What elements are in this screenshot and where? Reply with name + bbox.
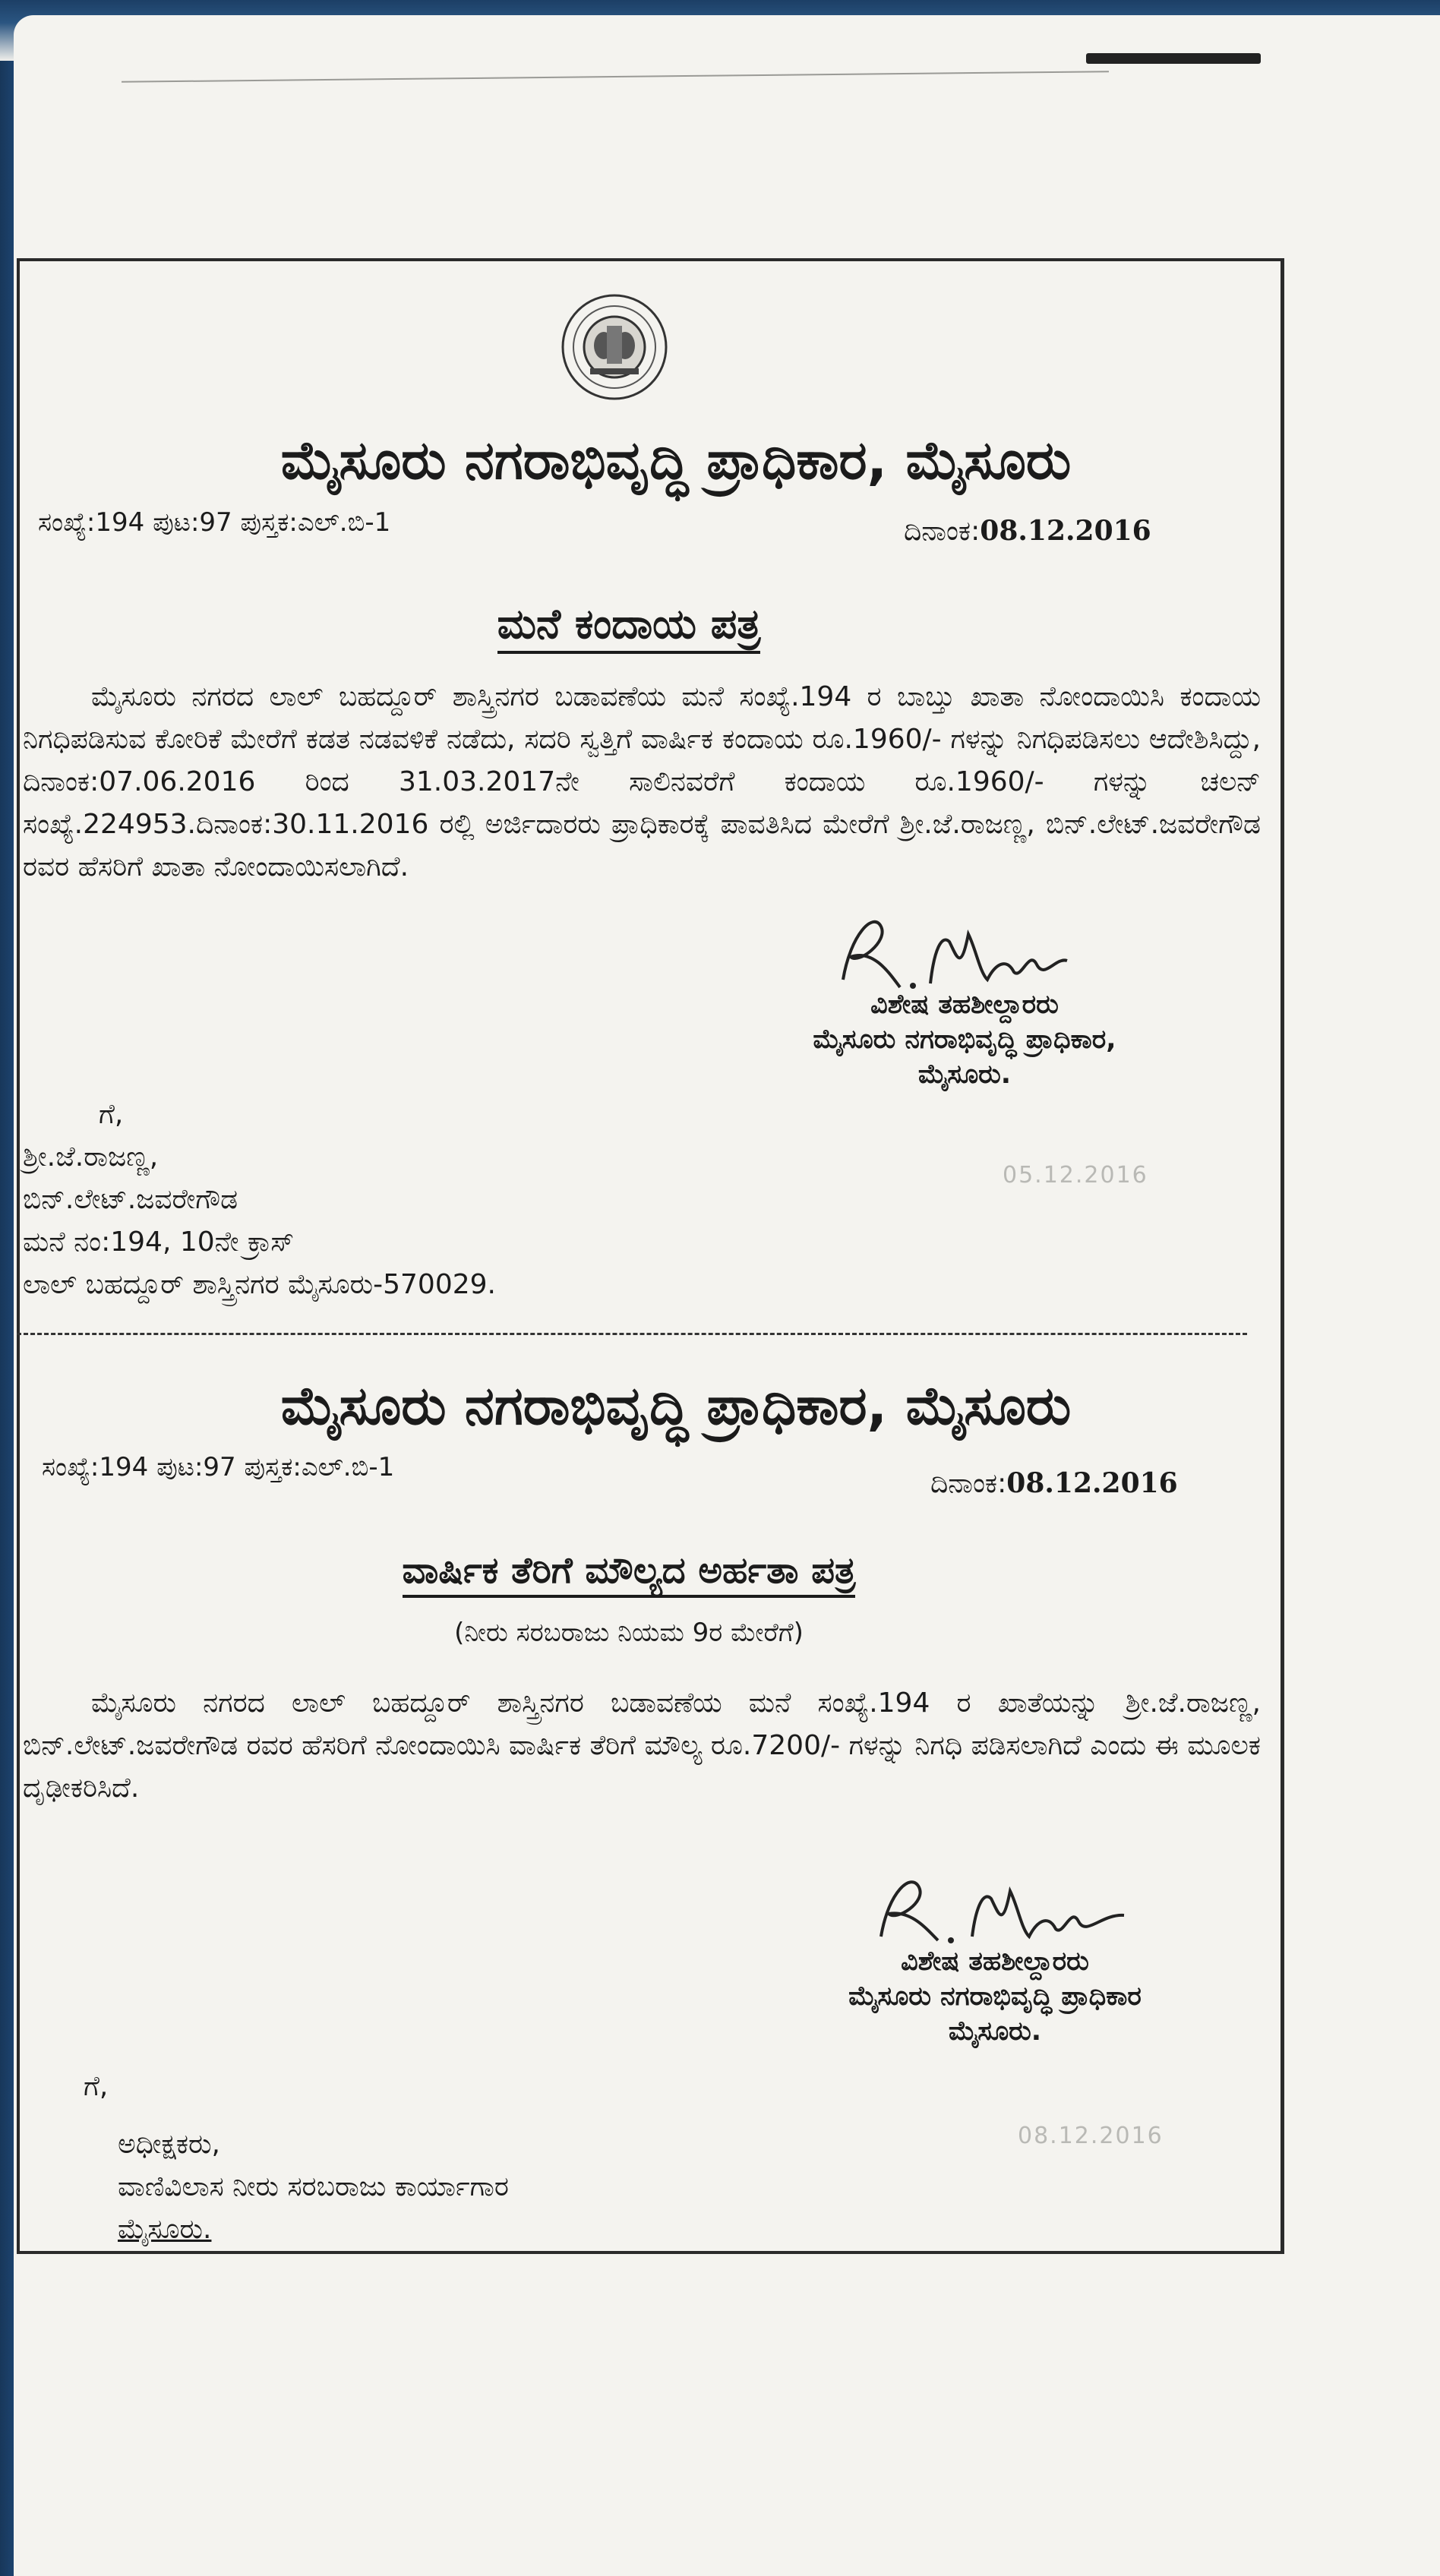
section2-heading-text: ವಾರ್ಷಿಕ ತೆರಿಗೆ ಮೌಲ್ಯದ ಅರ್ಹತಾ ಪತ್ರ [403, 1549, 856, 1598]
to-label: ಗೆ, [99, 1099, 124, 1130]
section2-signatory [782, 1944, 1208, 2049]
signatory-city-2: ಮೈಸೂರು. [948, 2016, 1042, 2047]
section2-subnote: (ನೀರು ಸರಬರಾಜು ನಿಯಮ 9ರ ಮೇರೆಗೆ) [454, 1618, 804, 1648]
org-title-2: ಮೈಸೂರು ನಗರಾಭಿವೃದ್ಧಿ ಪ್ರಾಧಿಕಾರ, ಮೈಸೂರು [280, 1375, 1072, 1437]
emblem-seal-icon [560, 292, 670, 402]
reference-line: ಸಂಖ್ಯೆ:194 ಪುಟ:97 ಪುಸ್ತಕ:ಎಲ್.ಬಿ-1 [38, 507, 391, 538]
addressee-locality: ಲಾಲ್ ಬಹದ್ದೂರ್ ಶಾಸ್ತ್ರಿನಗರ ಮೈಸೂರು-570029. [23, 1269, 496, 1300]
section1-signatory [752, 987, 1177, 1092]
to-label-2: ಗೆ, [84, 2071, 109, 2102]
addressee2-office: ವಾಣಿವಿಲಾಸ ನೀರು ಸರಬರಾಜು ಕಾರ್ಯಾಗಾರ [118, 2171, 509, 2202]
date-label-2: ದಿನಾಂಕ: [930, 1468, 1007, 1499]
signatory-designation-2: ವಿಶೇಷ ತಹಶೀಲ್ದಾರರು [901, 1946, 1089, 1977]
addressee2-city: ಮೈಸೂರು. [118, 2214, 212, 2245]
section2-paragraph-text: ಮೈಸೂರು ನಗರದ ಲಾಲ್ ಬಹದ್ದೂರ್ ಶಾಸ್ತ್ರಿನಗರ ಬಡಾವಣೆಯ ಮನೆ ಸಂಖ್ಯೆ.194 ರ ಖಾತೆಯನ್ನು ಶ್ರೀ.ಜೆ.ರಾಜಣ್ಣ, ಬಿನ್.ಲೇಟ್.ಜವರೇಗೌಡ ರವರ ಹೆಸರಿಗೆ ನೋಂದಾಯಿಸಿ ವಾರ್ಷಿಕ ತೆರಿಗೆ ಮೌಲ್ಯ ರೂ.7200/- ಗಳನ್ನು ನಿಗಧಿ ಪಡಿಸಲಾಗಿದೆ ಎಂದು ಈ ಮೂಲಕ ದೃಢೀಕರಿಸಿದೆ. [23, 1687, 1261, 1804]
section2-heading [0, 1549, 1258, 1593]
date-line [904, 515, 1151, 548]
faint-stamp-2: 08.12.2016 [1018, 2123, 1164, 2149]
signature-mark-2 [866, 1868, 1139, 1952]
signatory-designation: ವಿಶೇಷ ತಹಶೀಲ್ದಾರರು [870, 990, 1059, 1020]
signatory-city: ಮೈಸೂರು. [917, 1059, 1012, 1090]
signatory-office-2: ಮೈಸೂರು ನಗರಾಭಿವೃದ್ಧಿ ಪ್ರಾಧಿಕಾರ [848, 1981, 1142, 2012]
date-label: ದಿನಾಂಕ: [904, 516, 981, 547]
section1-heading [0, 600, 1258, 649]
addressee-house: ಮನೆ ನಂ:194, 10ನೇ ಕ್ರಾಸ್ [23, 1226, 295, 1258]
section1-heading-text: ಮನೆ ಕಂದಾಯ ಪತ್ರ [497, 600, 761, 654]
section2-addressee [84, 2066, 509, 2251]
reference-line-2: ಸಂಖ್ಯೆ:194 ಪುಟ:97 ಪುಸ್ತಕ:ಎಲ್.ಬಿ-1 [42, 1452, 395, 1482]
faint-stamp: 05.12.2016 [1003, 1162, 1148, 1189]
section1-paragraph-text: ಮೈಸೂರು ನಗರದ ಲಾಲ್ ಬಹದ್ದೂರ್ ಶಾಸ್ತ್ರಿನಗರ ಬಡಾವಣೆಯ ಮನೆ ಸಂಖ್ಯೆ.194 ರ ಬಾಬ್ತು ಖಾತಾ ನೋಂದಾಯಿಸಿ ಕಂದಾಯ ನಿಗಧಿಪಡಿಸುವ ಕೋರಿಕೆ ಮೇರೆಗೆ ಕಡತ ನಡವಳಿಕೆ ನಡೆದು, ಸದರಿ ಸ್ವತ್ತಿಗೆ ವಾರ್ಷಿಕ ಕಂದಾಯ ರೂ.1960/- ಗಳನ್ನು ನಿಗಧಿಪಡಿಸಲು ಆದೇಶಿಸಿದ್ದು, ದಿನಾಂಕ:07.06.2016 ರಿಂದ 31.03.2017ನೇ ಸಾಲಿನವರೆಗೆ ಕಂದಾಯ ರೂ.1960/- ಗಳನ್ನು ಚಲನ್ ಸಂಖ್ಯೆ.224953.ದಿನಾಂಕ:30.11.2016 ರಲ್ಲಿ ಅರ್ಜಿದಾರರು ಪ್ರಾಧಿಕಾರಕ್ಕೆ ಪಾವತಿಸಿದ ಮೇರೆಗೆ ಶ್ರೀ.ಜೆ.ರಾಜಣ್ಣ, ಬಿನ್.ಲೇಟ್.ಜವರೇಗೌಡ ರವರ ಹೆಸರಿಗೆ ಖಾತಾ ನೋಂದಾಯಿಸಲಾಗಿದೆ. [23, 681, 1261, 882]
date-value: 08.12.2016 [980, 515, 1151, 547]
signatory-office: ಮೈಸೂರು ನಗರಾಭಿವೃದ್ಧಿ ಪ್ರಾಧಿಕಾರ, [813, 1024, 1116, 1055]
section1-addressee [23, 1094, 496, 1306]
section1-paragraph [23, 676, 1261, 889]
addressee-father: ಬಿನ್.ಲೇಟ್.ಜವರೇಗೌಡ [23, 1184, 238, 1215]
date-line-2 [930, 1467, 1178, 1500]
top-ink-mark [1086, 53, 1261, 64]
addressee2-title: ಅಧೀಕ್ಷಕರು, [118, 2129, 220, 2160]
date-value-2: 08.12.2016 [1006, 1467, 1178, 1499]
dashed-separator [17, 1333, 1247, 1335]
org-title: ಮೈಸೂರು ನಗರಾಭಿವೃದ್ಧಿ ಪ್ರಾಧಿಕಾರ, ಮೈಸೂರು [280, 429, 1072, 491]
section2-paragraph [23, 1682, 1261, 1810]
addressee-name: ಶ್ರೀ.ಜೆ.ರಾಜಣ್ಣ, [23, 1141, 159, 1173]
